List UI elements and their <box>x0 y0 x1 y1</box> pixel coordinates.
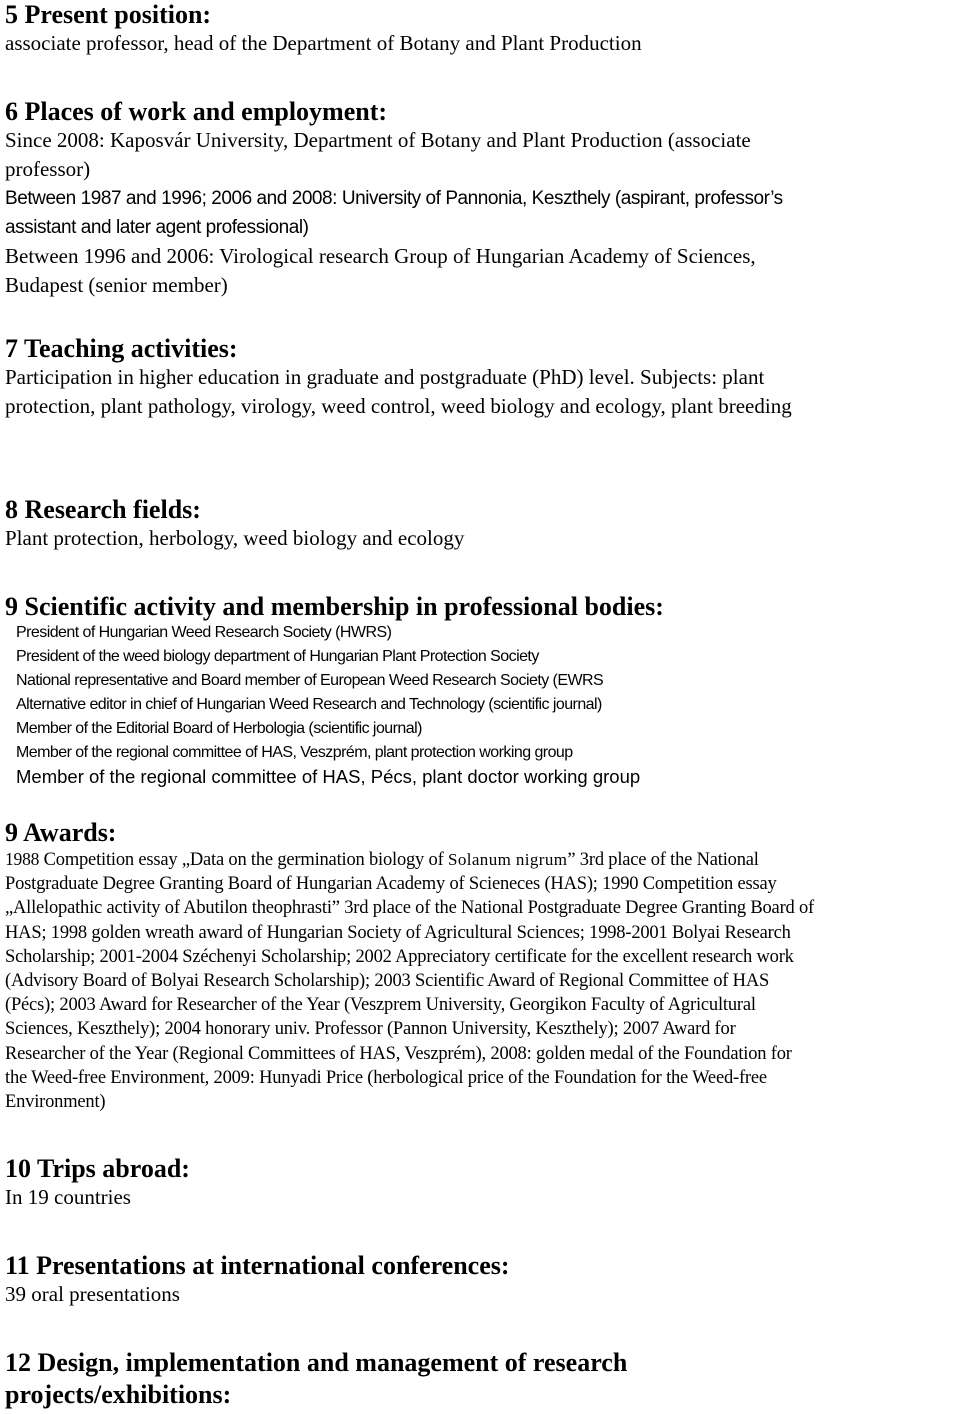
section-heading: 8 Research fields: <box>5 495 201 524</box>
list-item: Member of the regional committee of HAS, Veszprém, plant protection working group <box>16 744 573 761</box>
section-present-position <box>5 0 642 58</box>
awards-line: „Allelopathic activity of Abutilon theophrasti” 3rd place of the National Postgraduate Degree Granting Board of <box>5 898 815 919</box>
employment-line: Since 2008: Kaposvár University, Department of Botany and Plant Production (associate <box>5 128 751 152</box>
list-item: National representative and Board member of European Weed Research Society (EWRS <box>16 672 604 689</box>
employment-line: Budapest (senior member) <box>5 273 228 297</box>
species-name: Solanum nigrum <box>447 850 568 869</box>
section-research-fields <box>5 495 464 553</box>
list-item: President of Hungarian Weed Research Society (HWRS) <box>16 624 392 641</box>
teaching-line: protection, plant pathology, virology, weed control, weed biology and ecology, plant breeding <box>5 394 792 418</box>
section-text: associate professor, head of the Department of Botany and Plant Production <box>5 31 642 55</box>
section-memberships <box>5 592 664 789</box>
award-text: Competition essay „Data on the germination biology of <box>39 850 448 870</box>
section-presentations <box>5 1251 510 1309</box>
section-text: In 19 countries <box>5 1185 131 1209</box>
section-heading: 5 Present position: <box>5 0 212 29</box>
awards-line: Sciences, Keszthely); 2004 honorary univ. Professor (Pannon University, Keszthely); 2007 Award for <box>5 1019 736 1040</box>
section-heading: 11 Presentations at international conferences: <box>5 1251 510 1280</box>
teaching-line: Participation in higher education in graduate and postgraduate (PhD) level. Subjects: plant <box>5 365 765 389</box>
section-heading: 6 Places of work and employment: <box>5 97 388 126</box>
section-trips-abroad <box>5 1154 190 1212</box>
employment-line: assistant and later agent professional) <box>5 217 309 238</box>
awards-text <box>5 847 814 1114</box>
award-year: 1988 <box>5 849 40 869</box>
section-heading: 12 Design, implementation and management of research <box>5 1348 628 1377</box>
section-heading: 10 Trips abroad: <box>5 1154 190 1183</box>
awards-line: the Weed-free Environment, 2009: Hunyadi Price (herbological price of the Foundation for the Weed-free <box>5 1067 767 1088</box>
awards-line <box>5 847 814 872</box>
section-employment <box>5 97 783 300</box>
list-item: President of the weed biology department of Hungarian Plant Protection Society <box>16 648 539 665</box>
awards-line: (Pécs); 2003 Award for Researcher of the Year (Veszprem University, Georgikon Faculty of Agricultural <box>5 995 756 1016</box>
awards-line: Environment) <box>5 1092 106 1113</box>
awards-line: HAS; 1998 golden wreath award of Hungarian Society of Agricultural Sciences; 1998-2001 Bolyai Research <box>5 922 791 943</box>
list-item: Member of the regional committee of HAS, Pécs, plant doctor working group <box>16 766 641 787</box>
membership-list <box>16 621 664 789</box>
section-heading: 9 Scientific activity and membership in professional bodies: <box>5 592 664 621</box>
section-research-projects <box>5 1348 627 1409</box>
awards-line: Researcher of the Year (Regional Committees of HAS, Veszprém), 2008: golden medal of the Foundation for <box>5 1043 792 1064</box>
award-text: ” 3rd place of the National <box>567 850 759 870</box>
employment-line: professor) <box>5 157 91 181</box>
list-item: Member of the Editorial Board of Herbologia (scientific journal) <box>16 720 422 737</box>
employment-line: Between 1996 and 2006: Virological research Group of Hungarian Academy of Sciences, <box>5 244 756 268</box>
section-teaching <box>5 334 792 421</box>
list-item: Alternative editor in chief of Hungarian Weed Research and Technology (scientific journal) <box>16 696 602 713</box>
section-awards <box>5 818 814 1114</box>
awards-line: Scholarship; 2001-2004 Széchenyi Scholarship; 2002 Appreciatory certificate for the excellent research work <box>5 946 794 967</box>
section-text: Plant protection, herbology, weed biology and ecology <box>5 526 465 550</box>
awards-line: Postgraduate Degree Granting Board of Hungarian Academy of Scieneces (HAS); 1990 Competition essay <box>5 874 777 895</box>
section-text: 39 oral presentations <box>5 1282 180 1306</box>
section-heading: projects/exhibitions: <box>5 1380 232 1409</box>
section-heading: 9 Awards: <box>5 818 117 847</box>
awards-line: (Advisory Board of Bolyai Research Scholarship); 2003 Scientific Award of Regional Committee of HAS <box>5 971 770 992</box>
section-heading: 7 Teaching activities: <box>5 334 238 363</box>
employment-line: Between 1987 and 1996; 2006 and 2008: University of Pannonia, Keszthely (aspirant, professor’s <box>5 188 783 209</box>
